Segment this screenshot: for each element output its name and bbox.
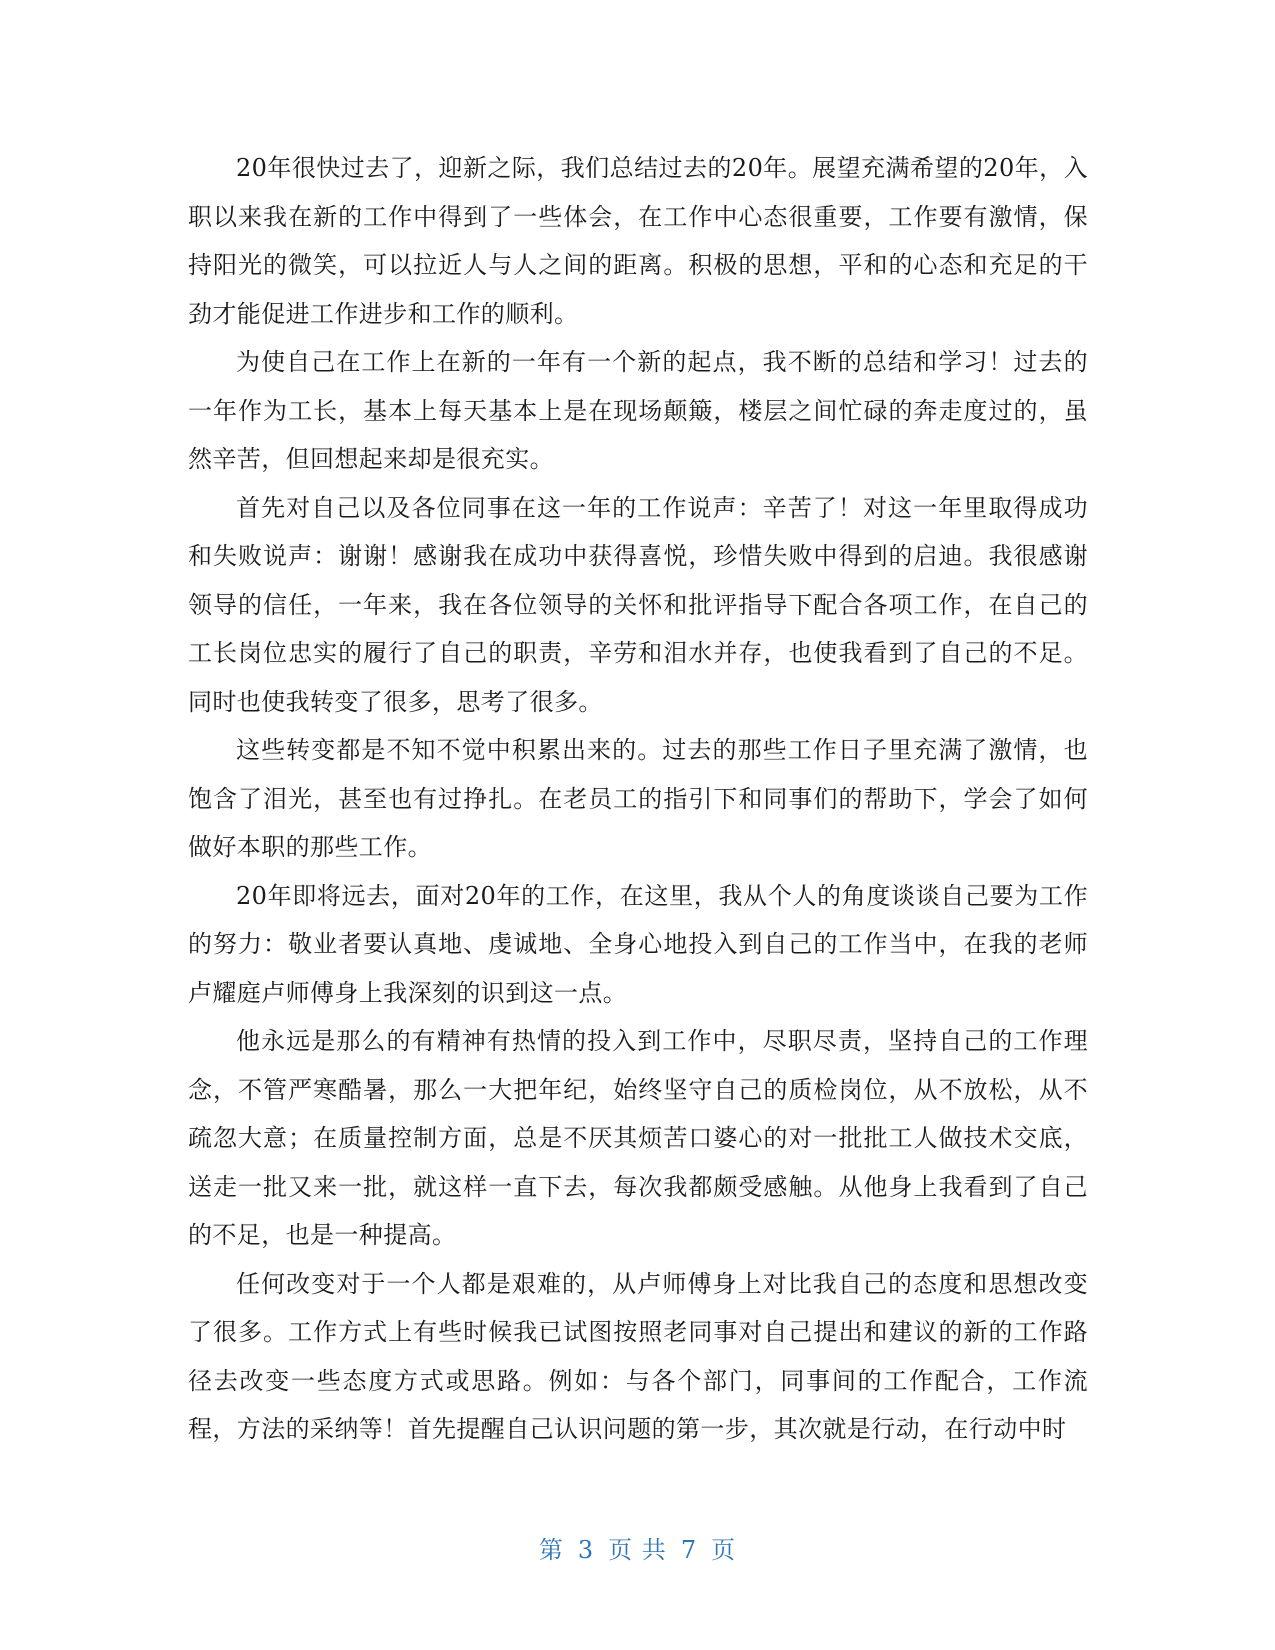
paragraph-5: 20年即将远去，面对20年的工作，在这里，我从个人的角度谈谈自己要为工作的努力：敬业者要认真地、虔诚地、全身心地投入到自己的工作当中，在我的老师卢耀庭卢师傅身上我深刻的识到这一点。 (188, 881, 1088, 1007)
footer-middle: 页 共 (608, 1536, 667, 1564)
footer-current-page: 3 (577, 1536, 595, 1564)
paragraph-7: 任何改变对于一个人都是艰难的，从卢师傅身上对比我自己的态度和思想改变了很多。工作方式上有些时候我已试图按照老同事对自己提出和建议的新的工作路径去改变一些态度方式或思路。例如：与各个部门，同事间的工作配合，工作流程，方法的采纳等！首先提醒自己认识问题的第一步，其次就是行动，在行动中时 (188, 1269, 1088, 1443)
footer-prefix: 第 (538, 1536, 564, 1564)
footer-suffix: 页 (711, 1536, 737, 1564)
paragraph-3: 首先对自己以及各位同事在这一年的工作说声：辛苦了！对这一年里取得成功和失败说声：谢谢！感谢我在成功中获得喜悦，珍惜失败中得到的启迪。我很感谢领导的信任，一年来，我在各位领导的关怀和批评指导下配合各项工作，在自己的工长岗位忠实的履行了自己的职责，辛劳和泪水并存，也使我看到了自己的不足。同时也使我转变了很多，思考了很多。 (188, 493, 1088, 716)
paragraph-6: 他永远是那么的有精神有热情的投入到工作中，尽职尽责，坚持自己的工作理念，不管严寒酷暑，那么一大把年纪，始终坚守自己的质检岗位，从不放松，从不疏忽大意；在质量控制方面，总是不厌其烦苦口婆心的对一批批工人做技术交底，送走一批又来一批，就这样一直下去，每次我都颇受感触。从他身上我看到了自己的不足，也是一种提高。 (188, 1027, 1088, 1249)
paragraph-2: 为使自己在工作上在新的一年有一个新的起点，我不断的总结和学习！过去的一年作为工长，基本上每天基本上是在现场颠簸，楼层之间忙碌的奔走度过的，虽然辛苦，但回想起来却是很充实。 (188, 348, 1088, 473)
page-footer (0, 1530, 1275, 1565)
paragraph-4: 这些转变都是不知不觉中积累出来的。过去的那些工作日子里充满了激情，也饱含了泪光，甚至也有过挣扎。在老员工的指引下和同事们的帮助下，学会了如何做好本职的那些工作。 (188, 736, 1088, 861)
footer-total-pages: 7 (680, 1536, 698, 1564)
document-body (188, 144, 1088, 1454)
paragraph-1: 20年很快过去了，迎新之际，我们总结过去的20年。展望充满希望的20年，入职以来我在新的工作中得到了一些体会，在工作中心态很重要，工作要有激情，保持阳光的微笑，可以拉近人与人之间的距离。积极的思想，平和的心态和充足的干劲才能促进工作进步和工作的顺利。 (188, 154, 1088, 328)
